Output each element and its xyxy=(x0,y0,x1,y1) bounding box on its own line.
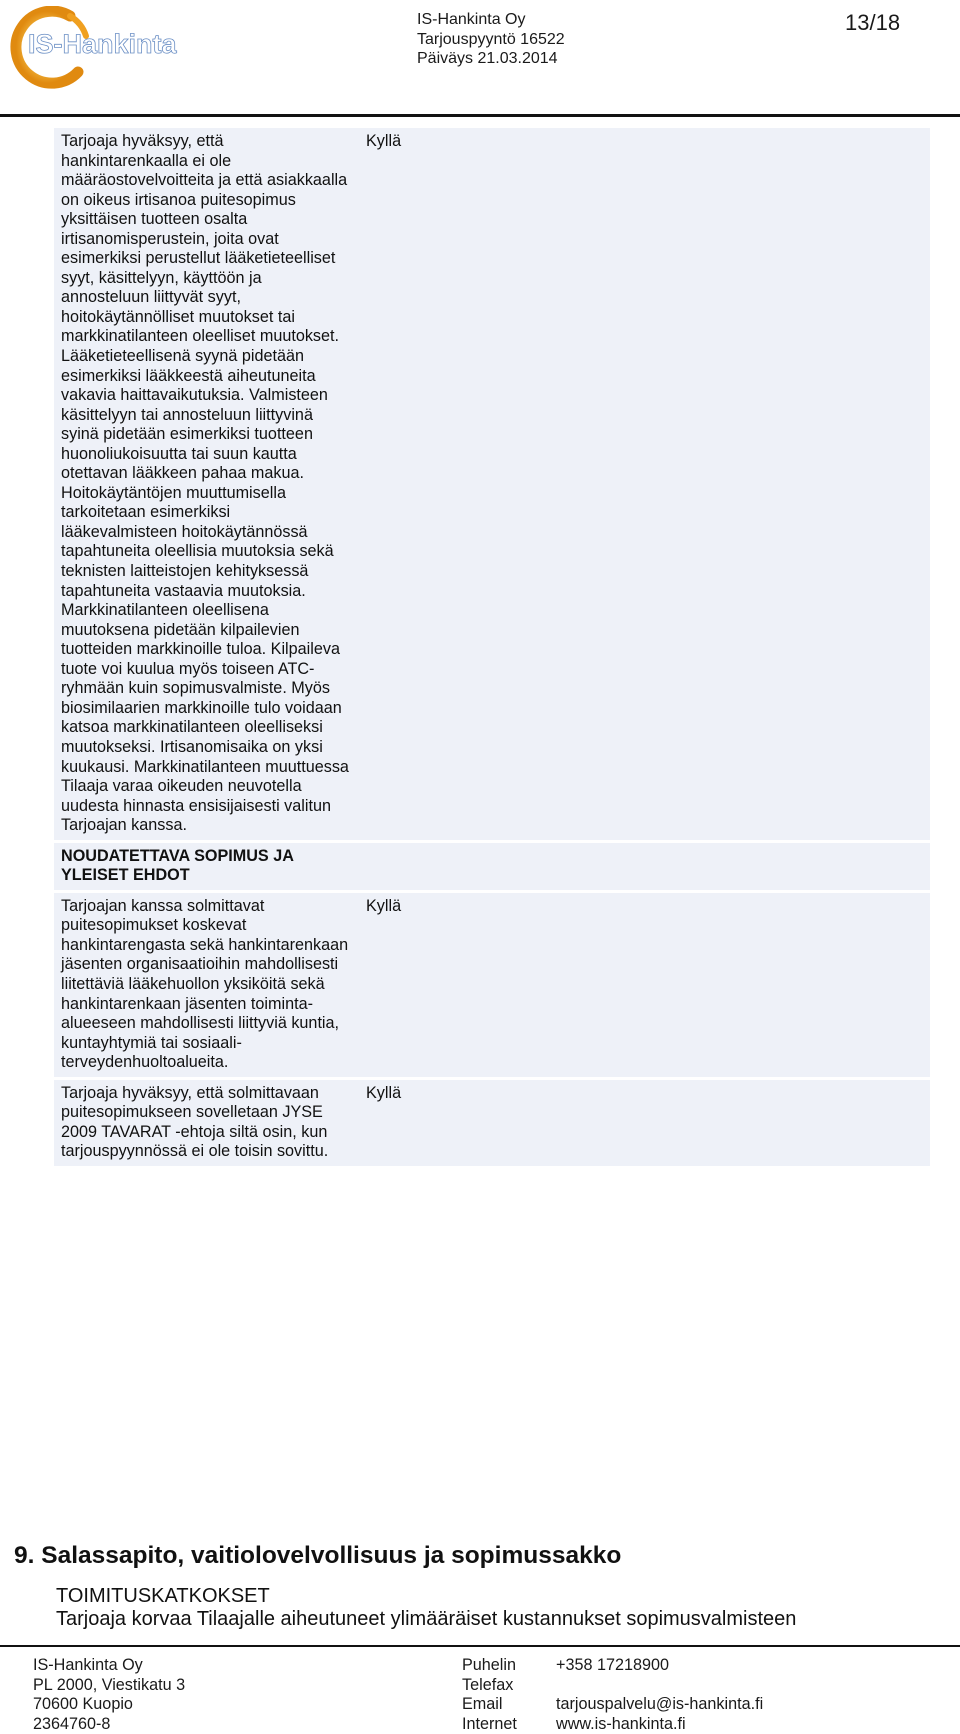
phone-value: +358 17218900 xyxy=(556,1656,763,1676)
email-link[interactable]: tarjouspalvelu@is-hankinta.fi xyxy=(556,1695,763,1715)
header-request: Tarjouspyyntö 16522 xyxy=(417,30,565,50)
table-row xyxy=(54,893,930,1077)
answer-text: Kyllä xyxy=(350,1080,401,1166)
website-link[interactable]: www.is-hankinta.fi xyxy=(556,1715,763,1734)
page-number: 13/18 xyxy=(845,10,900,36)
answer-text: Kyllä xyxy=(350,128,401,840)
internet-label: Internet xyxy=(462,1715,517,1734)
footer-values xyxy=(556,1656,763,1734)
header-divider xyxy=(0,114,960,117)
phone-label: Puhelin xyxy=(462,1656,517,1676)
table-row xyxy=(54,1080,930,1166)
answer-text xyxy=(350,843,366,890)
requirement-text: Tarjoajan kanssa solmittavat puitesopimukset koskevat hankintarengasta sekä hankintarenkaan jäsenten organisaatioihin mahdollisesti liitettäviä lääkehuollon yksiköitä sekä hankintarenkaan jäsenten toiminta-alueeseen mahdollisesti liittyviä kuntia, kuntayhtymiä tai sosiaali-terveydenhuoltoalueita. xyxy=(54,893,350,1077)
fax-label: Telefax xyxy=(462,1676,517,1696)
table-row xyxy=(54,843,930,890)
footer-city: 70600 Kuopio xyxy=(33,1695,185,1715)
footer-street: PL 2000, Viestikatu 3 xyxy=(33,1676,185,1696)
footer-divider xyxy=(0,1645,960,1647)
header-date: Päiväys 21.03.2014 xyxy=(417,49,565,69)
table-row xyxy=(54,128,930,840)
requirement-text: Tarjoaja hyväksyy, että solmittavaan puitesopimukseen sovelletaan JYSE 2009 TAVARAT -ehtoja siltä osin, kun tarjouspyynnössä ei ole toisin sovittu. xyxy=(54,1080,350,1166)
section-heading: 9. Salassapito, vaitiolovelvollisuus ja sopimussakko xyxy=(14,1542,621,1570)
requirements-table xyxy=(54,128,930,1169)
requirement-text: Tarjoaja hyväksyy, että hankintarenkaalla ei ole määräostovelvoitteita ja että asiakkaalla on oikeus irtisanoa puitesopimus yksittäisen tuotteen osalta irtisanomisperustein, joita ovat esimerkiksi perustellut lääketieteelliset syyt, käsittelyyn, käyttöön ja annosteluun liittyvät syyt, hoitokäytännölliset muutokset tai markkinatilanteen oleelliset muutokset. Lääketieteellisenä syynä pidetään esimerkiksi lääkkeestä aiheutuneita vakavia haittavaikutuksia. Valmisteen käsittelyyn tai annosteluun liittyvinä syinä pidetään esimerkiksi tuotteen huonoliukoisuutta tai suun kautta otettavan lääkkeen pahaa makua. Hoitokäytäntöjen muuttumisella tarkoitetaan esimerkiksi lääkevalmisteen hoitokäytännössä tapahtuneita oleellisia muutoksia sekä teknisten laitteistojen kehityksessä tapahtuneita vastaavia muutoksia. Markkinatilanteen oleellisena muutoksena pidetään kilpailevien tuotteiden markkinoille tuloa. Kilpaileva tuote voi kuulua myös toiseen ATC-ryhmään kuin sopimusvalmiste. Myös biosimilaarien markkinoille tulo voidaan katsoa markkinatilanteen oleelliseksi muutokseksi. Irtisanomisaika on yksi kuukausi. Markkinatilanteen muuttuessa Tilaaja varaa oikeuden neuvotella uudesta hinnasta ensisijaisesti valitun Tarjoajan kanssa. xyxy=(54,128,350,840)
is-hankinta-logo xyxy=(8,6,188,90)
page-header xyxy=(0,0,960,118)
footer-business-id: 2364760-8 xyxy=(33,1715,185,1734)
email-label: Email xyxy=(462,1695,517,1715)
header-company: IS-Hankinta Oy xyxy=(417,10,565,30)
footer-company: IS-Hankinta Oy xyxy=(33,1656,185,1676)
footer-address xyxy=(33,1656,185,1734)
header-company-info xyxy=(417,10,565,69)
section-subheading: TOIMITUSKATKOKSET xyxy=(56,1585,270,1608)
section-title-cell: NOUDATETTAVA SOPIMUS JA YLEISET EHDOT xyxy=(54,843,350,890)
footer-labels xyxy=(462,1656,517,1734)
fax-value xyxy=(556,1676,763,1696)
section-text: Tarjoaja korvaa Tilaajalle aiheutuneet ylimääräiset kustannukset sopimusvalmisteen xyxy=(56,1608,796,1631)
svg-text:IS-Hankinta: IS-Hankinta xyxy=(28,29,178,59)
answer-text: Kyllä xyxy=(350,893,401,1077)
